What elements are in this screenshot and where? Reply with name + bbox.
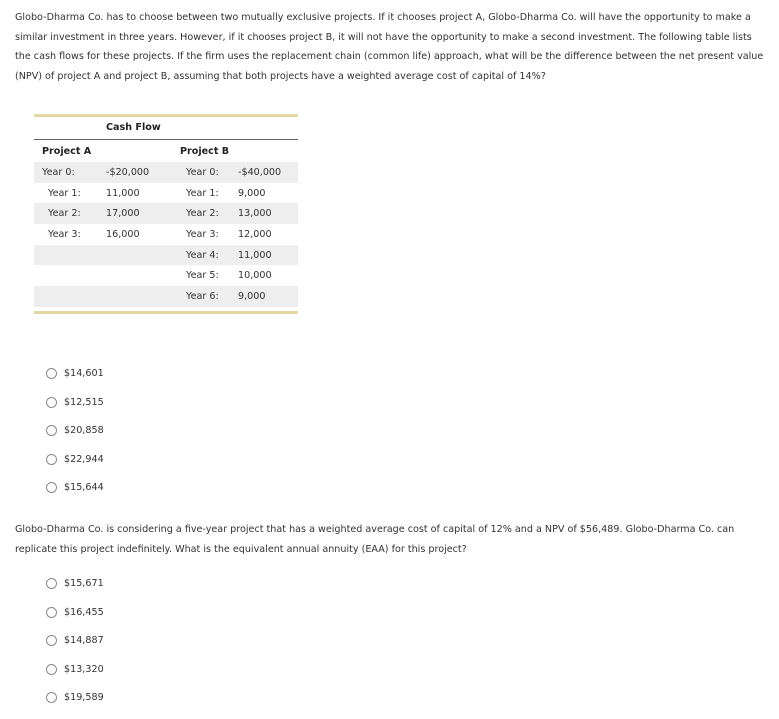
b-value: 11,000 [238, 245, 298, 266]
a-value: 17,000 [106, 203, 172, 224]
option-label: $16,455 [64, 606, 104, 618]
b-year: Year 0: [172, 162, 238, 183]
q1-option[interactable] [46, 395, 104, 409]
option-label: $13,320 [64, 663, 104, 675]
radio-button[interactable] [46, 397, 57, 408]
a-year [34, 245, 106, 266]
a-year: Year 2: [34, 203, 106, 224]
b-year: Year 2: [172, 203, 238, 224]
option-label: $14,887 [64, 634, 104, 646]
table-row [34, 286, 298, 307]
cash-flow-grid [34, 140, 298, 307]
q1-option[interactable] [46, 480, 104, 494]
option-label: $15,644 [64, 481, 104, 493]
radio-button[interactable] [46, 482, 57, 493]
a-year: Year 0: [34, 162, 106, 183]
b-value: 13,000 [238, 203, 298, 224]
b-year: Year 3: [186, 228, 219, 240]
b-year: Year 1: [186, 187, 219, 199]
option-label: $12,515 [64, 396, 104, 408]
radio-button[interactable] [46, 578, 57, 589]
radio-button[interactable] [46, 607, 57, 618]
project-b-header: Project B [180, 145, 230, 157]
table-row [34, 203, 298, 224]
table-row [34, 245, 298, 266]
radio-button[interactable] [46, 635, 57, 646]
radio-button[interactable] [46, 454, 57, 465]
a-value: -$20,000 [106, 162, 172, 183]
a-value: 11,000 [106, 187, 140, 199]
table-row [34, 183, 298, 204]
q1-option[interactable] [46, 423, 104, 437]
option-label: $19,589 [64, 691, 104, 703]
q2-option[interactable] [46, 633, 104, 647]
table-header-row [34, 140, 298, 162]
q2-option[interactable] [46, 662, 104, 676]
b-value: 9,000 [238, 187, 266, 199]
radio-button[interactable] [46, 692, 57, 703]
b-year: Year 5: [186, 270, 219, 282]
table-row [34, 265, 298, 286]
radio-button[interactable] [46, 664, 57, 675]
a-year: Year 1: [48, 187, 81, 199]
cash-flow-table [34, 114, 298, 314]
a-value [106, 265, 172, 286]
a-value: 16,000 [106, 228, 140, 240]
a-year: Year 3: [48, 228, 81, 240]
project-a-header: Project A [42, 145, 92, 157]
option-label: $22,944 [64, 453, 104, 465]
q1-option[interactable] [46, 452, 104, 466]
b-value: 10,000 [238, 270, 272, 282]
option-label: $15,671 [64, 577, 104, 589]
q1-option[interactable] [46, 366, 104, 380]
q2-option[interactable] [46, 605, 104, 619]
b-value: 9,000 [238, 286, 298, 307]
a-year [34, 286, 106, 307]
table-bottom-rule [34, 311, 298, 314]
option-label: $14,601 [64, 367, 104, 379]
a-value [106, 286, 172, 307]
question-1-text: Globo-Dharma Co. has to choose between two mutually exclusive projects. If it chooses project A, Globo-Dharma Co. will have the opportunity to make a similar investment in three years. However, if it chooses project B, it will not have the opportunity to make a second investment. The following table lists the cash flows for these projects. If the firm uses the replacement chain (common life) approach, what will be the difference between the net present value (NPV) of project A and project B, assuming that both projects have a weighted average cost of capital of 14%? [15, 12, 764, 82]
a-value [106, 245, 172, 266]
radio-button[interactable] [46, 425, 57, 436]
table-row [34, 224, 298, 245]
question-2-text: Globo-Dharma Co. is considering a five-year project that has a weighted average cost of capital of 12% and a NPV of $56,489. Globo-Dharma Co. can replicate this project indefinitely. What is the equivalent annual annuity (EAA) for this project? [15, 524, 735, 555]
radio-button[interactable] [46, 368, 57, 379]
b-value: 12,000 [238, 228, 272, 240]
a-year [34, 265, 106, 286]
b-year: Year 6: [172, 286, 238, 307]
q2-option[interactable] [46, 576, 104, 590]
b-value: -$40,000 [238, 162, 298, 183]
table-row [34, 162, 298, 183]
table-caption [34, 117, 298, 140]
cash-flow-caption: Cash Flow [106, 122, 161, 133]
b-year: Year 4: [172, 245, 238, 266]
option-label: $20,858 [64, 424, 104, 436]
q2-option[interactable] [46, 690, 104, 704]
